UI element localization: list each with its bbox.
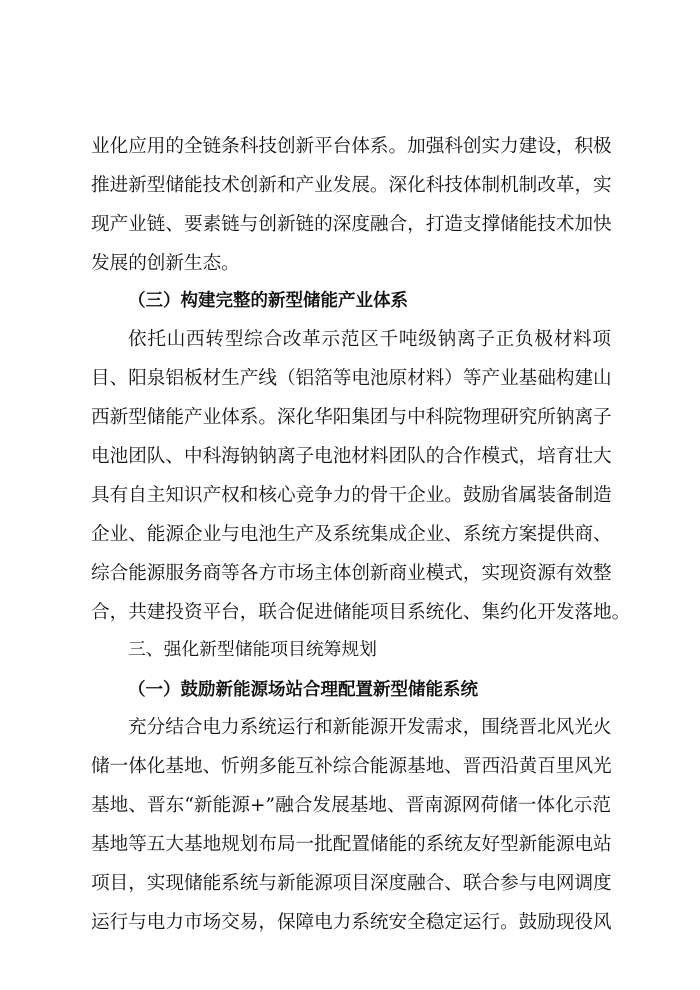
paragraph-line: 综合能源服务商等各方市场主体创新商业模式，实现资源有效整 bbox=[91, 563, 612, 584]
paragraph-line: 运行与电力市场交易，保障电力系统安全稳定运行。鼓励现役风 bbox=[91, 912, 612, 933]
paragraph-line: 具有自主知识产权和核心竞争力的骨干企业。鼓励省属装备制造 bbox=[91, 485, 612, 506]
paragraph-line: 合，共建投资平台，联合促进储能项目系统化、集约化开发落地。 bbox=[91, 602, 631, 623]
section-heading: 三、强化新型储能项目统筹规划 bbox=[128, 639, 377, 660]
paragraph-line: 目、阳泉铝板材生产线（铝箔等电池原材料）等产业基础构建山 bbox=[91, 368, 612, 389]
paragraph-line: 发展的创新生态。 bbox=[91, 253, 240, 274]
section-subheading: （一）鼓励新能源场站合理配置新型储能系统 bbox=[128, 680, 478, 700]
paragraph-line: 项目，实现储能系统与新能源项目深度融合、联合参与电网调度 bbox=[91, 873, 612, 894]
paragraph-line: 西新型储能产业体系。深化华阳集团与中科院物理研究所钠离子 bbox=[91, 407, 612, 428]
paragraph-line: 电池团队、中科海钠钠离子电池材料团队的合作模式，培育壮大 bbox=[91, 446, 612, 467]
paragraph-line: 储一体化基地、忻朔多能互补综合能源基地、晋西沿黄百里风光 bbox=[91, 756, 612, 777]
paragraph-line: 依托山西转型综合改革示范区千吨级钠离子正负极材料项 bbox=[128, 329, 611, 350]
paragraph-line: 企业、能源企业与电池生产及系统集成企业、系统方案提供商、 bbox=[91, 524, 612, 545]
paragraph-line: 基地等五大基地规划布局一批配置储能的系统友好型新能源电站 bbox=[91, 834, 612, 855]
paragraph-line: 基地、晋东“新能源+”融合发展基地、晋南源网荷储一体化示范 bbox=[91, 795, 611, 816]
paragraph-line: 现产业链、要素链与创新链的深度融合，打造支撑储能技术加快 bbox=[91, 214, 612, 235]
paragraph-line: 充分结合电力系统运行和新能源开发需求，围绕晋北风光火 bbox=[128, 717, 612, 738]
paragraph-line: 推进新型储能技术创新和产业发展。深化科技体制机制改革，实 bbox=[91, 175, 612, 196]
section-subheading: （三）构建完整的新型储能产业体系 bbox=[128, 291, 408, 311]
paragraph-line: 业化应用的全链条科技创新平台体系。加强科创实力建设，积极 bbox=[91, 136, 612, 157]
